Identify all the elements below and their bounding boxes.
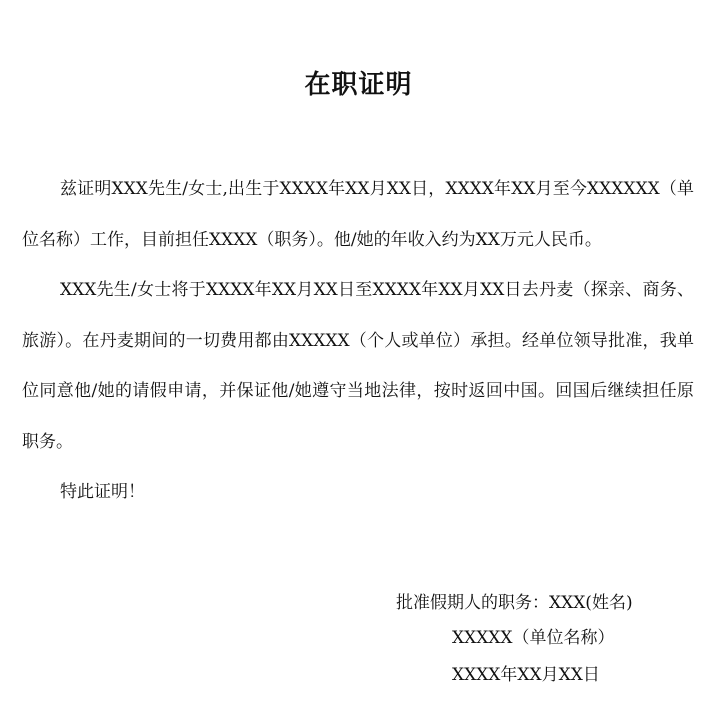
paragraph-travel-info: XXX先生/女士将于XXXX年XX月XX日至XXXX年XX月XX日去丹麦（探亲、商务、旅游）。在丹麦期间的一切费用都由XXXXX（个人或单位）承担。经单位领导批准，我单位同意他/她的请假申请，并保证他/她遵守当地法律，按时返回中国。回国后继续担任原职务。 [22,280,694,452]
paragraph-employment-info: 兹证明XXX先生/女士,出生于XXXX年XX月XX日，XXXX年XX月至今XXXXXX（单位名称）工作，目前担任XXXX（职务）。他/她的年收入约为XX万元人民币。 [22,179,694,250]
signature-approver-line: 批准假期人的职务：XXX(姓名) [396,593,633,613]
signature-unit-line: XXXXX（单位名称） [452,628,615,648]
document-title: 在职证明 [304,70,413,100]
paragraph-closing: 特此证明！ [60,482,145,502]
document-body [22,164,694,518]
signature-date-line: XXXX年XX月XX日 [452,665,600,685]
